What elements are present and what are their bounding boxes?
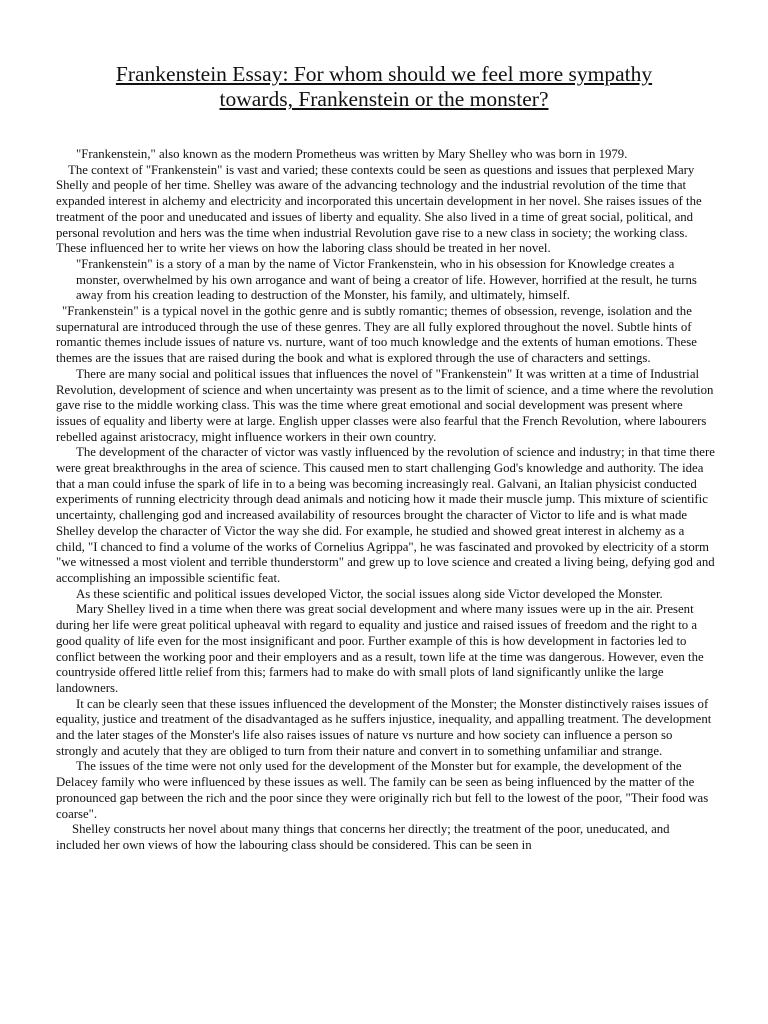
essay-title: [40, 62, 728, 112]
paragraph-social-political: There are many social and political issues that influences the novel of "Frankenstein" It was written at a time of Industrial Revolution, development of science and when uncertainty was present as to the limit of science, and a time where the revolution gave rise to the middle working class. This was the time where great emotional and social development was present where issues of equality and liberty were at large. English upper classes were also fearful that the French Revolution, where labourers rebelled against aristocracy, might influence workers in their own country.: [56, 366, 714, 444]
paragraph-context: The context of "Frankenstein" is vast and varied; these contexts could be seen as questions and issues that perplexed Mary Shelly and people of her time. Shelley was aware of the advancing technology and the industrial revolution of the time that expanded interest in alchemy and electricity and incorporated this uncertain development in her novel. She raises issues of the treatment of the poor and uneducated and issues of liberty and equality. She also lived in a time of great social, political, and personal revolution and hers was the time when industrial Revolution gave rise to a new class in society; the working class. These influenced her to write her views on how the laboring class should be treated in her novel.: [56, 162, 702, 256]
essay-body: [56, 147, 715, 854]
paragraph-gothic: "Frankenstein" is a typical novel in the gothic genre and is subtly romantic; themes of obsession, revenge, isolation and the supernatural are introduced through the use of these genres. They are all fully explored throughout the novel. Subtle hints of romantic themes include issues of nature vs. nurture, want of too much knowledge and the extents of human emotions. These themes are the issues that are raised during the book and what is explored through the use of characters and settings.: [56, 304, 697, 366]
paragraph-monster-issues: It can be clearly seen that these issues influenced the development of the Monster; the Monster distinctively raises issues of equality, justice and treatment of the disadvantaged as he suffers injustice, inequality, and appalling treatment. The development and the later stages of the Monster's life also raises issues of nature vs nurture and how society can influence a person so strongly and acutely that they are obliged to turn from their nature and convert in to something unfamiliar and strange.: [56, 696, 712, 758]
paragraph-delacey: The issues of the time were not only used for the development of the Monster but for example, the development of the Delacey family who were influenced by these issues as well. The family can be seen as being influenced by the matter of the pronounced gap between the rich and the poor since they were originally rich but fell to the lowest of the poor, "Their food was coarse".: [56, 759, 709, 821]
paragraph-victor-development: The development of the character of victor was vastly influenced by the revolution of science and industry; in that time there were great breakthroughs in the area of science. This caused men to start challenging God's knowledge and authority. The idea that a man could infuse the spark of life in to a being was becoming increasingly real. Galvani, an Italian physicist conducted experiments of running electricity through dead animals and noticing how it made their muscle jump. This mixture of scientific uncertainty, challenging god and increased availability of resources brought the character of Victor to life and is what made Shelley develop the character of Victor the way she did. For example, he studied and showed great interest in alchemy as a child, "I chanced to find a volume of the works of Cornelius Agrippa", he was fascinated and provoked by electricity of a storm "we witnessed a most violent and terrible thunderstorm" and grew up to love science and created a living being, defying god and accomplishing an impossible scientific feat.: [56, 445, 715, 585]
paragraph-social-development: Mary Shelley lived in a time when there was great social development and where many issues were up in the air. Present during her life were great political upheaval with regard to equality and justice and raised issues of freedom and the right to a good quality of life even for the most insignificant and poor. Further example of this is how development in factories led to conflict between the working poor and their employers and as a result, town life at the time was dangerous. However, even the countryside offered little relief from this; farmers had to make do with small plots of land significantly unlike the large landowners.: [56, 602, 704, 695]
paragraph-monster-transition: As these scientific and political issues developed Victor, the social issues along side Victor developed the Monster.: [76, 586, 663, 601]
paragraph-intro: "Frankenstein," also known as the modern Prometheus was written by Mary Shelley who was born in 1979.: [76, 147, 628, 161]
paragraph-story: "Frankenstein" is a story of a man by the name of Victor Frankenstein, who in his obsession for Knowledge creates a monster, overwhelmed by his own arrogance and want of being a creator of life. However, horrified at the result, he turns away from his creation leading to destruction of the Monster, his family, and ultimately, himself.: [76, 256, 697, 303]
title-line-1: Frankenstein Essay: For whom should we feel more sympathy: [115, 62, 653, 86]
paragraph-shelley-constructs: Shelley constructs her novel about many things that concerns her directly; the treatment of the poor, uneducated, and included her own views of how the labouring class should be considered. This can be seen in: [56, 822, 670, 852]
title-line-2: towards, Frankenstein or the monster?: [219, 87, 549, 111]
